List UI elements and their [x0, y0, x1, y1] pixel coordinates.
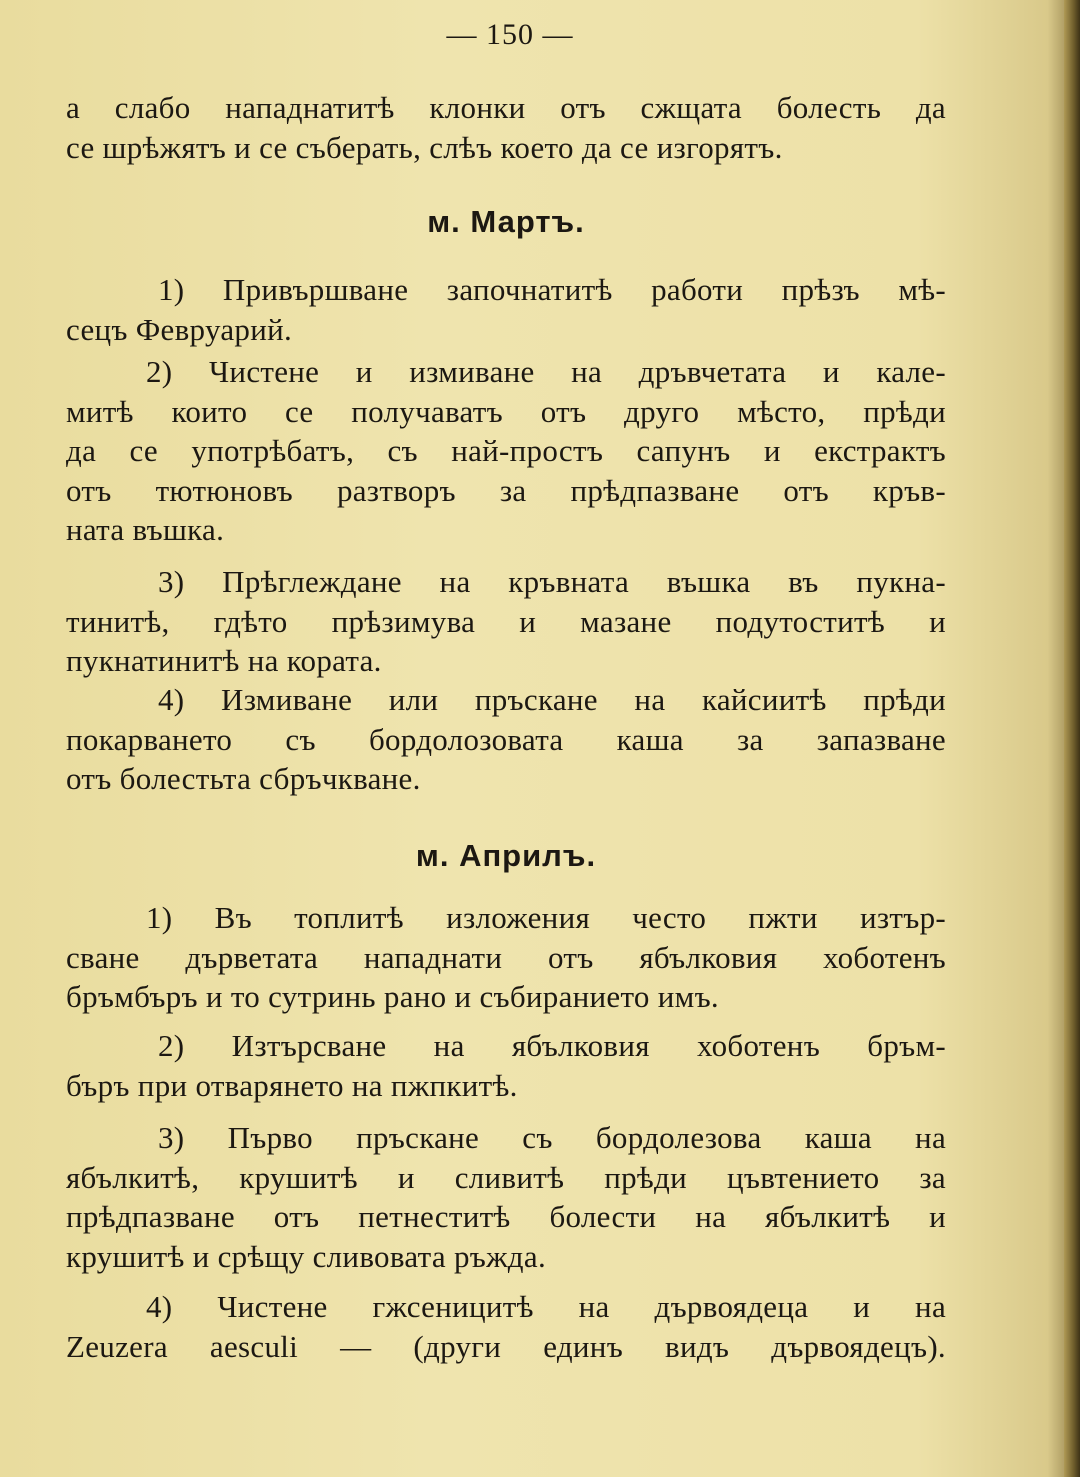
text-line: 2) Чистене и измиване на дръвчетата и кале-: [146, 354, 946, 389]
section-heading-march: м. Мартъ.: [427, 204, 585, 239]
text-line: митѣ които се получаватъ отъ друго мѣсто, прѣди: [66, 393, 946, 429]
text-line: бъръ при отварянето на пжпкитѣ.: [66, 1067, 518, 1103]
text-line: прѣдпазване отъ петнеститѣ болести на ябълкитѣ и: [66, 1199, 946, 1234]
text-line: пукнатинитѣ на кората.: [66, 643, 382, 678]
text-line: 4) Чистене гжсеницитѣ на дървоядеца и на: [146, 1289, 946, 1324]
march-item-2: [66, 352, 946, 550]
text-line: 3) Първо пръскане съ бордолезова каша на: [158, 1120, 946, 1155]
text-line: крушитѣ и срѣщу сливовата ръжда.: [66, 1238, 546, 1274]
march-item-1: [66, 270, 946, 349]
april-item-2: [66, 1026, 946, 1105]
text-line: отъ болестьта сбръчкване.: [66, 761, 421, 796]
text-line: а слабо нападнатитѣ клонки отъ сжщата болесть да: [66, 90, 946, 125]
text-line: покарването съ бордолозовата каша за запазване: [66, 721, 946, 757]
text-line: сване дърветата нападнати отъ ябълковия хоботенъ: [66, 939, 946, 975]
text-line: да се употрѣбатъ, съ най-простъ сапунъ и екстрактъ: [66, 433, 946, 468]
text-line: 3) Прѣглеждане на кръвната въшка въ пукна-: [158, 564, 946, 599]
text-line: ябълкитѣ, крушитѣ и сливитѣ прѣди цъвтението за: [66, 1159, 946, 1195]
section-heading-april: м. Априлъ.: [415, 838, 597, 873]
april-item-4: [66, 1287, 946, 1366]
march-item-3: [66, 562, 946, 681]
april-item-1: [66, 898, 946, 1017]
text-line: 2) Изтърсване на ябълковия хоботенъ бръм-: [158, 1028, 946, 1063]
text-line: Zeuzera aesculi — (други единъ видъ дървоядецъ).: [66, 1328, 946, 1364]
text-line: сецъ Февруарий.: [66, 311, 293, 347]
text-line: отъ тютюновъ разтворъ за прѣдпазване отъ кръв-: [66, 472, 946, 508]
page-number: — 150 —: [446, 18, 574, 51]
book-spine-shadow: [1064, 0, 1080, 1477]
text-line: тинитѣ, гдѣто прѣзимува и мазане подутоститѣ и: [66, 603, 946, 639]
text-line: 1) Привършване започнатитѣ работи прѣзъ мѣ-: [158, 272, 946, 307]
text-line: 1) Въ топлитѣ изложения често пжти изтър-: [146, 900, 946, 935]
text-line: се шрѣжятъ и се съберать, слѣъ което да се изгорятъ.: [66, 129, 783, 165]
march-item-4: [66, 680, 946, 799]
text-line: бръмбъръ и то сутринь рано и събиранието имъ.: [66, 979, 719, 1014]
text-line: 4) Измиване или пръскане на кайсиитѣ прѣди: [158, 682, 946, 717]
intro-paragraph: [66, 88, 946, 167]
text-line: ната въшка.: [66, 512, 225, 547]
april-item-3: [66, 1118, 946, 1276]
